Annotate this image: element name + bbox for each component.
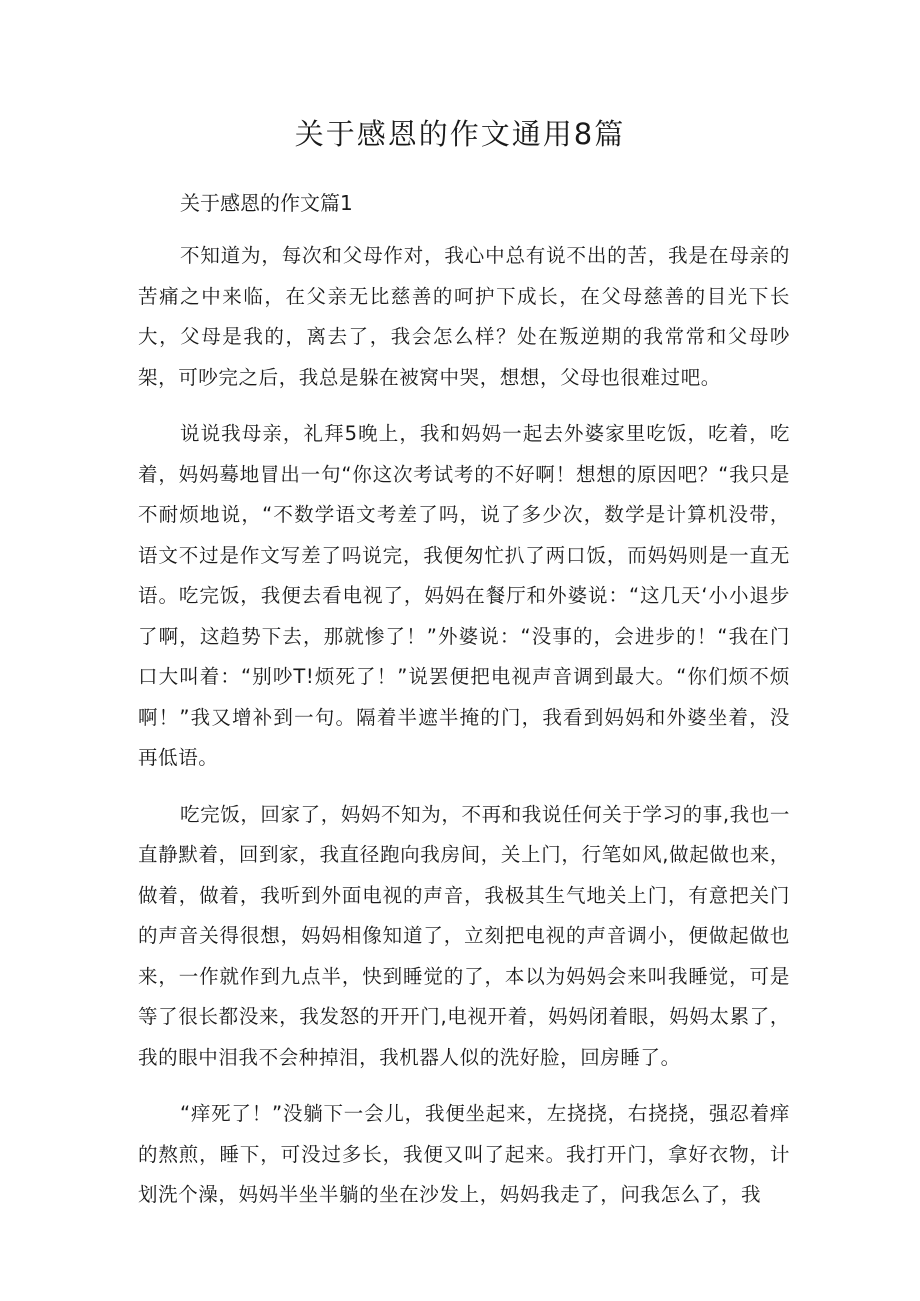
paragraph-4: “痒死了！”没躺下一会儿，我便坐起来，左挠挠，右挠挠，强忍着痒的熬煎，睡下，可没过多长，我便又叫了起来。我打开门，拿好衣物，计划洗个澡，妈妈半坐半躺的坐在沙发上，妈妈我走了，问我怎么了，我 [138, 1102, 790, 1206]
document-body [138, 236, 790, 1232]
section-heading: 关于感恩的作文篇1 [180, 191, 353, 215]
paragraph-2: 说说我母亲，礼拜5晚上，我和妈妈一起去外婆家里吃饭，吃着，吃着，妈妈蓦地冒出一句“你这次考试考的不好啊！想想的原因吧？“我只是不耐烦地说，“不数学语文考差了吗，说了多少次，数学是计算机没带，语文不过是作文写差了吗说完，我便匆忙扒了两口饭，而妈妈则是一直无语。吃完饭，我便去看电视了，妈妈在餐厅和外婆说：“这几天‘小小退步了啊，这趋势下去，那就惨了！”外婆说：“没事的，会进步的！“我在门口大叫着：“别吵T!烦死了！”说罢便把电视声音调到最大。“你们烦不烦啊！”我又增补到一句。隔着半遮半掩的门，我看到妈妈和外婆坐着，没再低语。 [138, 422, 790, 769]
paragraph-1: 不知道为，每次和父母作对，我心中总有说不出的苦，我是在母亲的苦痛之中来临，在父亲无比慈善的呵护下成长，在父母慈善的目光下长大，父母是我的，离去了，我会怎么样？处在叛逆期的我常常和父母吵架，可吵完之后，我总是躲在被窝中哭，想想，父母也很难过吧。 [138, 244, 790, 389]
document-title: 关于感恩的作文通用8篇 [294, 117, 626, 151]
paragraph-3: 吃完饭，回家了，妈妈不知为，不再和我说任何关于学习的事,我也一直静默着，回到家，我直径跑向我房间，关上门，行笔如风,做起做也来，做着，做着，我听到外面电视的声音，我极其生气地关上门，有意把关门的声音关得很想，妈妈相像知道了，立刻把电视的声音调小，便做起做也来，一作就作到九点半，快到睡觉的了，本以为妈妈会来叫我睡觉，可是等了很长都没来，我发怒的开开门,电视开着，妈妈闭着眼，妈妈太累了，我的眼中泪我不会种掉泪，我机器人似的洗好脸，回房睡了。 [138, 802, 790, 1069]
